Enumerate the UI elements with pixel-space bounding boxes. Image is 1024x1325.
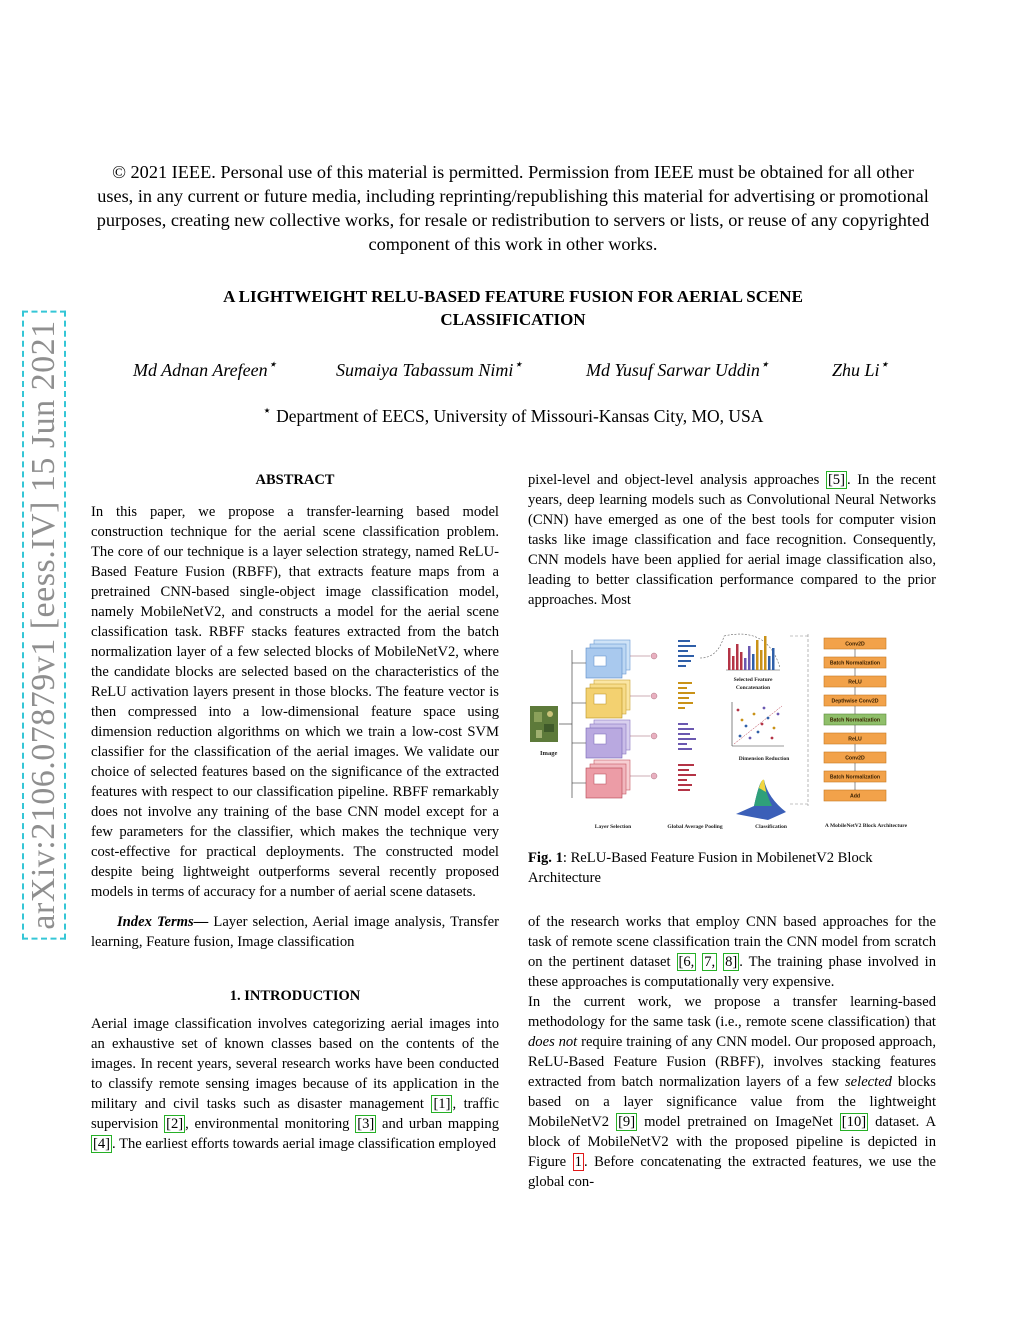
citation-link[interactable]: [4]	[93, 1136, 111, 1152]
citation-link[interactable]: [5]	[827, 472, 845, 488]
svg-text:Batch Normalization: Batch Normalization	[829, 660, 881, 667]
figure-1	[528, 628, 934, 834]
copyright-notice: © 2021 IEEE. Personal use of this material is permitted. Permission from IEEE must be obtained for all other uses, in any current or future media, including reprinting/republishing this material for advertising or promotional purposes, creating new collective works, for resale or redistribution to servers or lists, or reuse of any copyrighted component of this work in other works.	[96, 162, 930, 254]
author-3: Md Yusuf Sarwar Uddin⋆	[586, 357, 770, 380]
label-layer-selection: Layer Selection	[594, 824, 632, 830]
arch-block	[824, 695, 886, 706]
svg-text:ReLU: ReLU	[848, 736, 862, 743]
citation-link[interactable]: 7,	[704, 954, 716, 970]
label-arch-title: A MobileNetV2 Block Architecture	[824, 823, 908, 829]
arch-block	[824, 657, 886, 668]
classification-plot	[736, 780, 786, 820]
figure-link[interactable]: 1	[574, 1154, 582, 1170]
svg-text:ReLU: ReLU	[848, 679, 862, 686]
paper-title	[150, 285, 876, 331]
index-terms: Index Terms— Layer selection, Aerial image analysis, Transfer learning, Feature fusion, Image classification	[91, 914, 499, 950]
arxiv-id: arXiv:2106.07879v1 [eess.IV] 15 Jun 2021	[22, 310, 66, 939]
citation-link[interactable]: [2]	[166, 1116, 184, 1132]
arch-block	[824, 752, 886, 763]
dimension-reduction-plot	[732, 702, 784, 746]
label-global-average-pooling: Global Average Pooling	[667, 824, 723, 830]
intro-body: Aerial image classification involves categorizing aerial images into an exhaustive set of known classes based on the contents of the images. In recent years, several research works have been conducted to classify remote sensing images because of its application in the military and civil tasks such as disaster management [1] , traffic supervision [2] , environmental monitoring [3] and urban mapping [4] . The earliest efforts towards aerial image classification employed	[91, 1016, 499, 1152]
svg-text:Depthwise Conv2D: Depthwise Conv2D	[831, 698, 879, 705]
layer-stack-purple	[586, 720, 630, 758]
svg-text:Add: Add	[849, 793, 861, 800]
input-image	[530, 706, 558, 742]
layer-stack-yellow	[586, 680, 630, 718]
title-line-1: A LIGHTWEIGHT RELU-BASED FEATURE FUSION FOR AERIAL SCENE	[223, 287, 803, 306]
citation-link[interactable]: [10]	[841, 1114, 867, 1130]
mobilenetv2-block	[824, 638, 886, 801]
label-concatenation: Concatenation	[735, 685, 771, 691]
label-classification: Classification	[755, 824, 787, 830]
label-dimension-reduction: Dimension Reduction	[738, 756, 790, 762]
arch-block	[824, 638, 886, 649]
author-4: Zhu Li⋆	[832, 357, 889, 380]
right-column-top	[528, 470, 936, 610]
author-1: Md Adnan Arefeen⋆	[133, 357, 278, 380]
arch-block	[824, 733, 886, 744]
figure-1-diagram	[528, 628, 934, 834]
label-selected-feature: Selected Feature	[733, 677, 773, 683]
layer-stack-blue	[586, 640, 630, 678]
citation-link[interactable]: [9]	[618, 1114, 636, 1130]
citation-link[interactable]: 8]	[725, 954, 738, 970]
left-column	[91, 470, 499, 1154]
svg-text:Batch Normalization: Batch Normalization	[829, 774, 881, 781]
arch-block-highlight	[824, 714, 886, 725]
arch-block	[824, 771, 886, 782]
intro-heading: 1. INTRODUCTION	[229, 988, 361, 1004]
abstract-heading: ABSTRACT	[255, 472, 335, 488]
figure-caption: Fig. 1: ReLU-Based Feature Fusion in MobilenetV2 Block Architecture	[528, 850, 873, 886]
arxiv-stamp	[24, 320, 64, 930]
arch-block	[824, 676, 886, 687]
citation-link[interactable]: [6,	[678, 954, 695, 970]
arch-block	[824, 790, 886, 801]
concatenated-features	[726, 636, 780, 670]
right-top-text: pixel-level and object-level analysis approaches [5] . In the recent years, deep learning models such as Convolutional Neural Networks (CNN) have emerged as one of the best tools for computer vision tasks like image classification and face recognition. Consequently, CNN models have been applied for aerial image classification also, leading to better classification performance compared to the prior approaches. Most	[528, 472, 936, 608]
citation-link[interactable]: [3]	[357, 1116, 375, 1132]
right-bottom-para-2: In the current work, we propose a transfer learning-based methodology for the same task (i.e., remote scene classification) that does not require training of any CNN model. Our proposed approach, ReLU-Based Feature Fusion (RBFF), involves stacking features extracted from batch normalization layers of a few selected blocks based on a layer significance value from the lightweight MobileNetV2 [9] model pretrained on ImageNet [10] dataset. A block of MobileNetV2 with the proposed pipeline is depicted in Figure 1 . Before concatenating the extracted features, we use the global con-	[528, 994, 937, 1190]
title-line-2: CLASSIFICATION	[440, 310, 586, 329]
affiliation: ⋆ Department of EECS, University of Missouri-Kansas City, MO, USA	[262, 403, 764, 426]
right-bottom-para-1: of the research works that employ CNN based approaches for the task of remote scene classification train the CNN model from scratch on the pertinent dataset [6, 7, 8] . The training phase involved in these approaches is computationally very expensive.	[528, 914, 936, 990]
svg-text:Batch Normalization: Batch Normalization	[829, 717, 881, 724]
layer-stack-red	[586, 760, 630, 798]
label-image: Image	[540, 750, 558, 757]
right-column-bottom	[528, 912, 936, 1192]
svg-text:Conv2D: Conv2D	[845, 641, 865, 648]
abstract-body: In this paper, we propose a transfer-learning based model construction technique for the aerial scene classification problem. The core of our technique is a layer selection strategy, named ReLU-Based Feature Fusion (RBFF), that extracts feature maps from a pretrained CNN-based single-object image classification model, namely MobileNetV2, and constructs a model for the aerial scene classification task. RBFF stacks features extracted from the batch normalization layer of a few selected blocks of MobileNetV2, where the candidate blocks are selected based on the characteristics of the ReLU activation layers present in those blocks. The feature vector is then compressed into a low-dimensional feature space using dimension reduction algorithms on which we train a low-cost SVM classifier for the classification of the aerial images. We validate our choice of selected features based on the significance of the extracted features with respect to our classification pipeline. RBFF remarkably does not involve any training of the base CNN model except for a few parameters for the classifier, which makes the technique very cost-effective for practical deployments. The constructed model despite being lightweight outperforms several recently proposed models in terms of accuracy for a number of aerial scene datasets.	[91, 504, 499, 900]
svg-text:Conv2D: Conv2D	[845, 755, 865, 762]
author-2: Sumaiya Tabassum Nimi⋆	[336, 357, 523, 380]
pooled-vectors	[678, 640, 696, 791]
citation-link[interactable]: [1]	[433, 1096, 451, 1112]
